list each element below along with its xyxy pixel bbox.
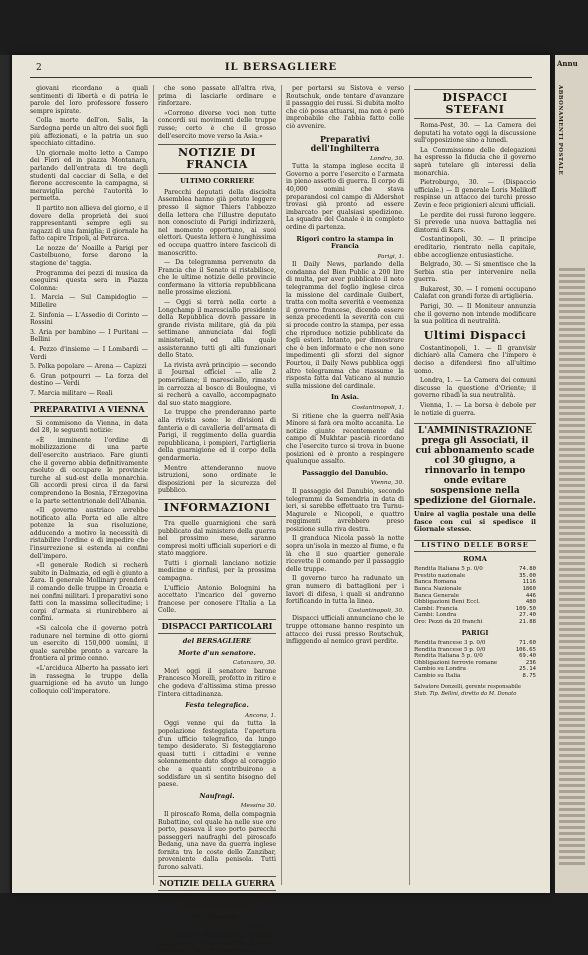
article-paragraph: Il piroscafo Roma, della compagnia Rubattino, col quale ha nelle sue ore porto, passava il suo porto parecchi passeggeri naufraghi del piroscafo Bedang, una nave da guerra inglese fornita tra le coste dello Zanzibar, proveniente dalla penisola. Tutti furono salvati. [158,810,276,872]
footer-printer: Stab. Tip. Bellini, diretto da M. Donato [414,690,517,697]
article-paragraph: Programma dei pezzi di musica da eseguirsi questa sera in Piazza Colonna: [30,269,148,292]
table-row: Oro: Pezzi da 20 franchi 21.88 [414,618,536,625]
article-paragraph: Il granduca Nicola passò la notte sopra un'isola in mezzo al fiume, e fu là che il suo quartier generale ricevette il comando per il passaggio delle truppe. [286,535,404,573]
article-paragraph: Il passaggio del Danubio, secondo telegrammi da Semendria in data di ieri, si sarebbe effettuato tra Turnu-Magurele e Nicopoli, e quattro reggimenti avrebbero preso posizione sulla riva destra. [286,487,404,533]
article-paragraph: Belgrado, 30. — Si smentisce che la Serbia stia per intervenire nella guerra. [414,261,536,284]
dateline: Vienna, 30. [370,480,404,487]
article-paragraph: La rivista avrà principio — secondo il Journal officiel — alle 2 pomeridiane; il maresciallo, rimasto in carrozza al bosco di Boulogne, vi si recherà a cavallo, accompagnato dal suo stato maggiore. [158,361,276,407]
column-3 [286,85,404,885]
article-paragraph: Tutti i giornali lanciano notizie medicine e rinfusi, per la prossima campagna. [158,559,276,583]
table-row: Rendita Italiana 5 p. 0/0 74.80 [414,566,536,573]
program-item: 4. Pezzo d'insieme — I Lombardi — Verdi [30,346,148,361]
article-paragraph: giovani ricordano a quali sentimenti di libertà e di patria le parole del loro professore fossero sempre ispirate. [30,85,148,115]
section-subheading: (Servizio telegrafico particolare del Bersagliere) [158,893,276,910]
article-paragraph: L'ufficio Antonio Bolognini ha accettato l'incarico del governo francese per conosere l'Italia a La Colle. [158,584,276,615]
article-title: Morte d'un senatore. [178,648,256,657]
article-paragraph: Le truppe che prenderanno parte alla rivista sono: le divisioni di fanteria e di cavalleria dell'armata di Parigi, il reggimento della guardia repubblicana, i pompieri, l'artiglieria della guarnigione ed il corpo della gendarmeria. [158,409,276,462]
program-item: 3. Aria per bambino — I Puritani — Bellini [30,328,148,344]
article-paragraph: Un giornale molto letto a Campo dei Fiori ed in piazza Montanara, parlando dell'entrata di tre degli studenti dal cacciar di Sella, e del fierone accrescente la campagna, si meraviglia perchè l'autorità lo permetta. [30,149,148,203]
music-program [30,294,148,397]
scan-border-left [0,55,10,893]
dateline: Parigi, 1. [377,253,404,260]
article-paragraph: «Il governo austriaco avrebbe notificato alla Porta ed alle altre potenze la sua risoluzione, adducendo a motivo la necessità di ristabilire l'ordine e di impedire che l'insurrezione si estenda ai confini dell'impero. [30,507,148,560]
next-page-text-fragment [559,265,585,865]
subscription-notice: L'AMMINISTRAZIONE prega gli Associati, il cui abbonamento scade col 30 giugno, a rinnovarlo in tempo onde evitare sospensione nella spedizione del Giornale. [414,423,536,509]
dateline: Messina 30. [240,803,276,810]
stock-table [414,640,536,680]
masthead: IL BERSAGLIERE [224,62,338,73]
article-paragraph: «Il generale Rodich si recherà subito in Dalmazia, ed egli è giunto a Zara. Il generale Mollinary prenderà il comando delle truppe in Croazia e nei confini militari. I preparativi sono fatti con la massima sollecitudine; i corpi d'armata si riunirebbero ai confini. [30,562,148,623]
article-paragraph: Oggi venne qui da tutta la popolazione festeggiata l'apertura d'un ufficio telegrafico, da lungo tempo desiderato. Si festeggiarono quasi tutti i cittadini e venne solennemente dato sfogo al coraggio che a quanti contribuirono a soddisfare un sì sentito bisogno del paese. [158,720,276,789]
article-paragraph: «Si calcola che il governo potrà radunare nel termine di otto giorni un esercito di 150,000 uomini, il quale sarebbe pronto a varcare la frontiera al primo cenno. [30,625,148,663]
article-paragraph: Parecchi deputati della disciolta Assemblea hanno già potuto leggere presso il signor Thiers l'abbozzo della lettera che l'illustre deputato non conosciuto di Parigi indirizzerà, nel momento opportuno, ai suoi elettori. Questa lettera è lunghissima ed occupa quattro intere fascicoli di manoscritto. [158,188,276,257]
article-paragraph: Mentre attenderanno nuove istruzioni, sono ordinate le disposizioni per la sicurezza del pubblico. [158,464,276,495]
table-row: Rendita francese 5 p. 0/0 106.65 [414,646,536,653]
dateline: Vienna, 1. [246,924,276,931]
article-paragraph: Parigi, 30. — Il Moniteur annunzia che il governo non intende modificare la sua politica di neutralità. [414,303,536,326]
article-paragraph: Roma-Pest, 30. — La Camera dei deputati ha votato oggi la discussione sull'opposizione sino a lunedì. [414,122,536,145]
section-subheading: del BERSAGLIERE [182,637,252,646]
dateline: Costantinopoli, 30. [348,607,404,614]
article-paragraph: che sono passate all'altra riva, prima di lasciarle ordinare e rinforzare. [158,85,276,108]
article-paragraph: La Commissione delle delegazioni ha espresso la fiducia che il governo saprà tutelare gli interessi della monarchia. [414,146,536,177]
article-paragraph: Le nozze de' Noaille a Parigi per Castelbuono, forse darono la stagione de' taggia. [30,244,148,268]
article-paragraph: Costantinopoli, 1. — Il granvisir dichiarò alla Camera che l'impero è deciso a difendersi fino all'ultimo uomo. [414,344,536,375]
next-page-masthead-fragment: Annu [557,59,578,68]
program-item: 6. Gran potpourri — La forza del destino — Verdi [30,372,148,388]
table-row: Banca Romana 1116 [414,579,536,586]
section-heading: PREPARATIVI A VIENNA [30,402,148,417]
page-number: 2 [36,63,42,73]
section-heading: NOTIZIE DELLA GUERRA [158,876,276,891]
table-row: Obbligazioni ferrovie romane 236 [414,659,536,666]
article-paragraph: «L'arciduca Alberto ha passato ieri in rassegna le truppe della guarnigione ed ha avuto un lungo colloquio coll'imperatore. [30,664,148,695]
article-paragraph: Tutta la stampa inglese eccita il Governo a porre l'esercito e l'armata in pieno assetto di guerra. Il corpo di 40,000 uomini che stava preparandosi col campo di Aldershot trovasi già pronto ad essere imbarcato per qualsiasi spedizione. La squadra del Canale è in completo ordine di partenza. [286,163,404,231]
table-row: Rendita Italiana 5 p. 0/0 69.40 [414,653,536,660]
article-paragraph: Il Daily News, parlando della condanna del Bien Public a 200 lire di multa, per aver pubblicato il noto telegramma del foglio inglese circa la missione del cardinale Guibert, tratta con molta severità e veemenza il governo francese, dicendo essere senza precedenti la severità con cui si procede contro la stampa, per essa che riproduce notizie pubblicate da fogli esteri. Intanto, per dimostrare che è ben informato e che non sono impedimenti gli sforzi del signor Fourtou, il Daily News pubblica oggi altro telegramma che riassume la risposta fatta dal Vaticano al nunzio sulla missione del cardinale. [286,261,404,390]
program-item: 2. Sinfonia — L'Assedio di Corinto — Rossini [30,311,148,327]
stock-table-market: ROMA [463,554,487,563]
header-rule [30,77,532,78]
article-paragraph: «Corrono diverse voci non tutte concordi sui movimenti delle truppe russe; certo è che il grosso dell'esercito move verso la Asia.» [158,109,276,140]
article-paragraph: Il governo turco ha radunato un gran numero di battaglioni per i lavori di difesa, i quali si andranno fortificando in tutta la linea. [286,575,404,606]
program-item: 7. Marcia militare — Reali [30,389,113,397]
article-title: Sul Danubio. [193,912,241,921]
article-title: Rigori contro la stampa in Francia [296,234,394,251]
section-heading: NOTIZIE DI FRANCIA [158,144,276,174]
article-paragraph: Il partito non allieva del giorno, e il dovere della proprietà dei suoi rappresentanti sempre egli su ragazzi di una famiglia; il giornale ha fatto capire Tripoli, al Petrarca. [30,204,148,243]
dateline: Catanzaro, 30. [232,660,276,667]
section-subheading: ULTIMO CORRIERE [180,177,254,186]
stock-table [414,566,536,625]
section-heading: DISPACCI STEFANI [414,89,536,119]
article-paragraph: — Oggi si terrà nella corte a Longchamp il maresciallo presidente della Repubblica dovrà passare in grande rivista militare, già da più settimane annunciata dai fogli ministeriali, ed alla quale assisteranno tutti gli alti funzionari dello Stato. [158,299,276,360]
section-heading: Preparativi dell'Inghilterra [310,133,380,153]
article-paragraph: Da tutte le stazioni della Bulgaria giungono a Vienna notizie di nuovi movimenti delle truppe russe. [158,932,276,955]
article-paragraph: «È imminente l'ordine di mobilizzazione di una parte dell'esercito austriaco. Fare giunti che il governo abbia definitivamente risoluto di occupare le provincie turche al sud-est della monarchia. Gli accordi presi circa il da farsi comprendono la Bosnia, l'Erzegovina e la parte settentrionale dell'Albania. [30,436,148,505]
column-divider [281,85,282,885]
article-paragraph: Colla morte dell'on. Salis, la Sardegna perde un altro dei suoi figli più affezionati, e la patria un suo specchiato cittadino. [30,117,148,148]
table-row: Rendita francese 3 p. 0/0 71.60 [414,640,536,647]
table-row: Banca Generale 446 [414,592,536,599]
article-paragraph: Si commisono da Vienna, in data del 28, le seguenti notizie: [30,419,148,435]
dateline: Londra, 30. [370,155,404,162]
section-heading: INFORMAZIONI [158,499,276,517]
program-item: 1. Marcia — Sul Campidoglio — Millelire [30,294,148,310]
column-divider [409,85,410,885]
stock-table-market: PARIGI [461,628,489,637]
table-row: Banca Nazionale 1860 [414,585,536,592]
dateline: Ancona, 1. [244,712,276,719]
stock-table-title: LISTINO DELLE BORSE [414,540,536,552]
article-paragraph: Londra, 1. — La Camera dei comuni discusse la questione d'Oriente; il governo ribadì la sua neutralità. [414,377,536,400]
article-paragraph: Costantinopoli, 30. — Il principe ereditario, rientrato nella capitale, ebbe accoglienze entusiastiche. [414,236,536,259]
article-paragraph: Bukarest, 30. — I romeni occupano Calafat con grandi forze di artiglieria. [414,285,536,301]
section-heading: DISPACCI PARTICOLARI [158,619,276,634]
article-paragraph: — Da telegramma pervenuto da Francia che il Senato si ristabilisce, che le ultime notizie delle provincie confermano la vittoria repubblicana nelle prossime elezioni. [158,259,276,297]
column-divider [153,85,154,885]
next-page-vertical-label: ABBONAMENTI POSTALE [557,85,563,176]
table-row: Obbligazioni Beni Eccl. 480 [414,599,536,606]
next-page-edge [555,55,588,893]
article-title: Passaggio del Danubio. [301,468,389,477]
article-title: In Asia. [330,393,360,402]
newspaper-page [12,55,550,955]
article-title: Naufragi. [199,791,235,800]
article-paragraph: Morì oggi il senatore barone Francesco Morelli, profetto in ritiro e che godeva d'altissima stima presso l'intera cittadinanza. [158,667,276,698]
article-paragraph: Tra quelle guarnigioni che sarà pubblicato dal ministero della guerra nel prossimo mese, saranno compresi molti ufficiali superiori e di stato maggiore. [158,519,276,558]
article-paragraph: Dispacci ufficiali annunciano che le truppe ottomane hanno respinto un attacco dei russi presso Routschuk, infliggendo al nemico gravi perdite. [286,615,404,646]
article-paragraph: per portarsi su Sistova e verso Routschuk, onde tentare d'avanzare il passaggio dei russi. Si dubita molto che ciò possa attuarsi, ma non è però improbabile che l'abbia fatto colle ciò avvenire. [286,85,404,130]
column-4 [414,85,536,885]
table-row: Cambi: Londra 27.40 [414,612,536,619]
table-row: Cambio su Londra 25.14 [414,666,536,673]
dateline: Costantinopoli, 1. [352,404,404,411]
table-row: Cambio su Italia 8.75 [414,673,536,680]
article-paragraph: Pietroburgo, 30. — (Dispaccio ufficiale.) — Il generale Loris Melikoff respinse un attacco dei turchi presso Zevin e fece prigionieri alcuni ufficiali. [414,179,536,209]
program-item: 5. Polka popolare — Arena — Capizzi [30,363,147,371]
article-paragraph: Vienna, 1. — La borsa è debole per le notizie di guerra. [414,402,536,417]
page-header [12,59,550,81]
section-heading: Ultimi Dispacci [423,328,527,342]
column-2 [158,85,276,955]
article-paragraph: Si ritiene che la guerra nell'Asia Minore si farà ora molto accanita. Le notizie giunte recentemente dal campo di Mukhtar pascià ricordano che l'esercito turco si trova in buone posizioni ed è pronto a respingere qualunque assalto. [286,412,404,466]
table-row: Prestito nazionale 35.00 [414,572,536,579]
article-paragraph: Le perdite dei russi furono leggere. Si prevede una nuova battaglia nei dintorni di Kars. [414,211,536,234]
article-title: Festa telegrafica. [185,701,249,710]
footer-manager: Salvatore Donzelli, gerente responsabile [414,683,521,690]
column-1 [30,85,148,885]
table-row: Cambi: Francia 109.50 [414,605,536,612]
subscription-instructions: Unire al vaglia postale una delle fasce con cui si spedisce il Giornale stesso. [414,510,536,534]
